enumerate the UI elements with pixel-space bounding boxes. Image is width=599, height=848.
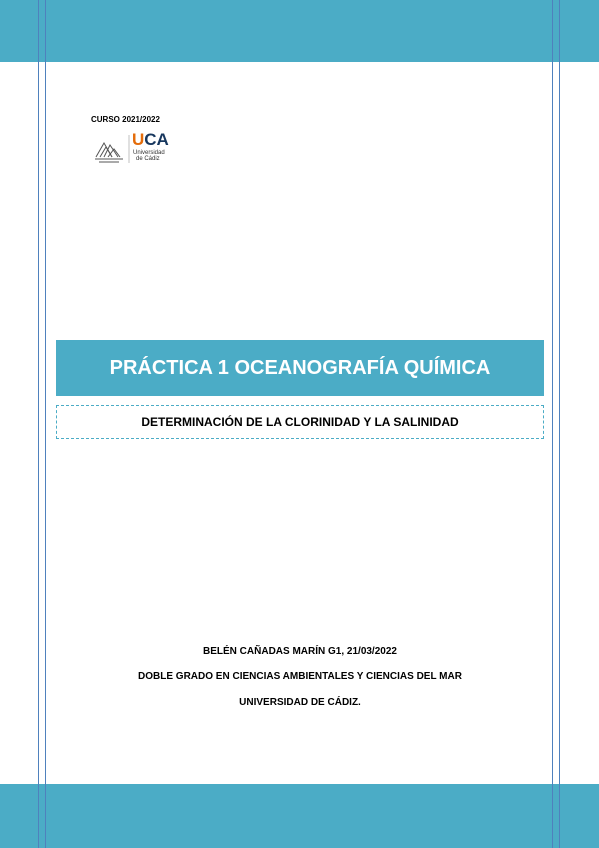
left-margin-line xyxy=(38,0,39,848)
document-subtitle: DETERMINACIÓN DE LA CLORINIDAD Y LA SALINIDAD xyxy=(56,405,544,439)
university-line: UNIVERSIDAD DE CÁDIZ. xyxy=(239,697,361,708)
uca-logo-subtitle: Universidad de Cádiz xyxy=(133,150,165,162)
degree-line: DOBLE GRADO EN CIENCIAS AMBIENTALES Y CIENCIAS DEL MAR xyxy=(138,671,462,682)
uca-logo: UCA xyxy=(132,130,169,149)
right-margin-line xyxy=(559,0,560,848)
document-title: PRÁCTICA 1 OCEANOGRAFÍA QUÍMICA xyxy=(56,340,544,396)
course-label: CURSO 2021/2022 xyxy=(91,115,160,124)
author-line: BELÉN CAÑADAS MARÍN G1, 21/03/2022 xyxy=(203,646,397,657)
